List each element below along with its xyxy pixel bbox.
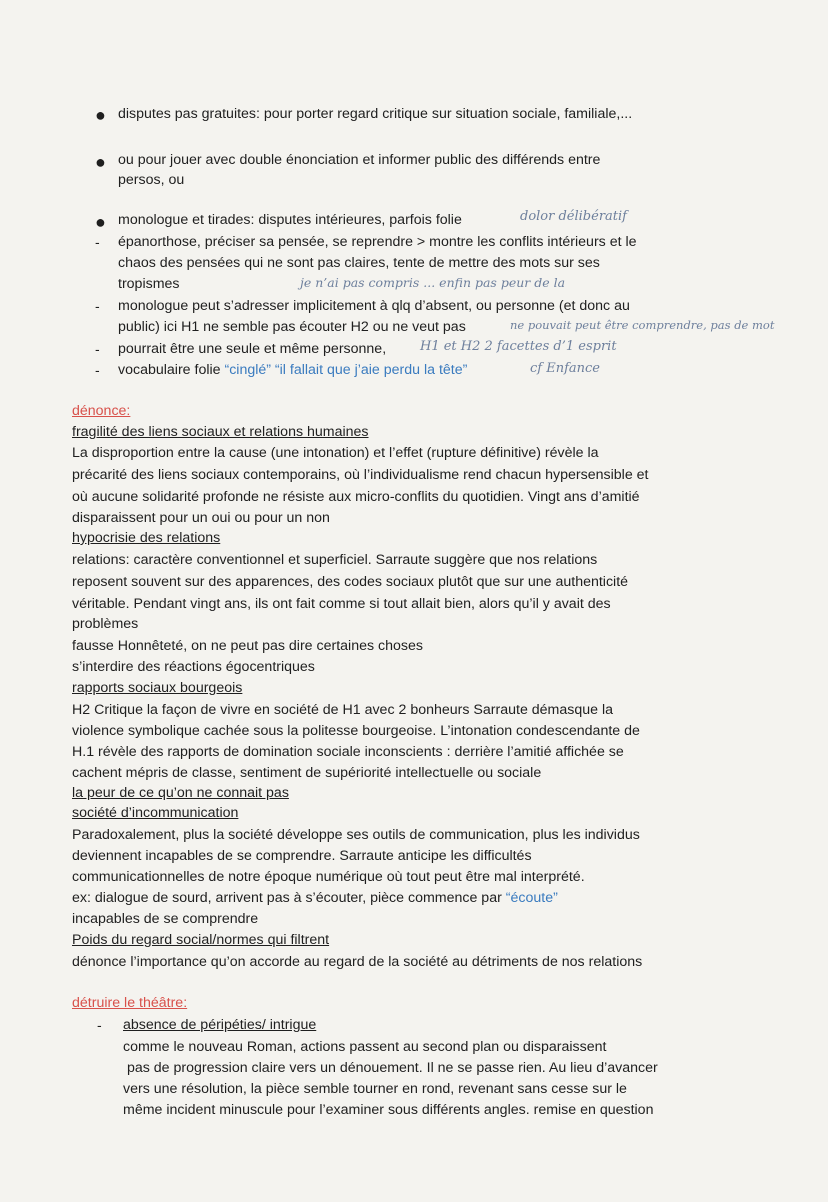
handwritten-note: cf Enfance (530, 361, 600, 376)
text: ex: dialogue de sourd, arrivent pas à s’écouter, pièce commence par (72, 890, 506, 906)
bullet-text: persos, ou (118, 172, 185, 188)
subheading: rapports sociaux bourgeois (72, 680, 243, 696)
dash-text: pourrait être une seule et même personne, (118, 341, 387, 357)
bullet-dot: ● (95, 105, 106, 125)
paragraph-line: H2 Critique la façon de vivre en société de H1 avec 2 bonheurs Sarraute démasque la (72, 702, 614, 718)
paragraph-line: violence symbolique cachée sous la politesse bourgeoise. L’intonation condescendante de (72, 723, 640, 739)
text: vocabulaire folie (118, 362, 225, 378)
paragraph-line: véritable. Pendant vingt ans, ils ont fait comme si tout allait bien, alors qu’il y avait des (72, 596, 611, 612)
paragraph-line: H.1 révèle des rapports de domination sociale inconscients : derrière l’amitié affichée se (72, 744, 624, 760)
paragraph-line: relations: caractère conventionnel et superficiel. Sarraute suggère que nos relations (72, 552, 598, 568)
bullet-text: disputes pas gratuites: pour porter regard critique sur situation sociale, familiale,... (118, 106, 633, 122)
paragraph-line: reposent souvent sur des apparences, des codes sociaux plutôt que sur une authenticité (72, 574, 629, 590)
dash-text: chaos des pensées qui ne sont pas claires, tente de mettre des mots sur ses (118, 255, 600, 271)
paragraph-line: dénonce l’importance qu’on accorde au regard de la société au détriments de nos relations (72, 954, 643, 970)
paragraph-line: comme le nouveau Roman, actions passent au second plan ou disparaissent (123, 1039, 607, 1055)
handwritten-note: je n’ai pas compris ... enfin pas peur de la (300, 275, 566, 290)
subheading: fragilité des liens sociaux et relations humaines (72, 424, 369, 440)
paragraph-line: Paradoxalement, plus la société développe ses outils de communication, plus les individus (72, 827, 640, 843)
quote: “cinglé” “il fallait que j’aie perdu la tête” (224, 362, 468, 378)
dash-marker: - (95, 341, 100, 357)
bullet-dot: ● (95, 212, 106, 232)
dash-marker: - (95, 234, 100, 250)
paragraph-line: disparaissent pour un oui ou pour un non (72, 510, 330, 526)
bullet-text: ou pour jouer avec double énonciation et informer public des différends entre (118, 152, 601, 168)
paragraph-line: où aucune solidarité profonde ne résiste aux micro-conflits du quotidien. Vingt ans d’amitié (72, 489, 640, 505)
subheading: Poids du regard social/normes qui filtrent (72, 932, 330, 948)
paragraph-line: précarité des liens sociaux contemporains, où l’individualisme rend chacun hypersensible et (72, 467, 649, 483)
quote: “écoute” (505, 890, 558, 906)
dash-text: tropismes (118, 276, 180, 292)
paragraph-line: pas de progression claire vers un dénouement. Il ne se passe rien. Au lieu d’avancer (123, 1060, 658, 1076)
paragraph-line: fausse Honnêteté, on ne peut pas dire certaines choses (72, 638, 423, 654)
paragraph-line: problèmes (72, 616, 139, 632)
paragraph-line: La disproportion entre la cause (une intonation) et l’effet (rupture définitive) révèle la (72, 445, 599, 461)
paragraph-line: communicationnelles de notre époque numérique où tout peut être mal interprété. (72, 869, 585, 885)
dash-text (118, 360, 467, 380)
paragraph-line: deviennent incapables de se comprendre. Sarraute anticipe les difficultés (72, 848, 532, 864)
dash-marker: - (95, 298, 100, 314)
subheading: la peur de ce qu’on ne connait pas (72, 785, 289, 801)
subheading: absence de péripéties/ intrigue (123, 1017, 317, 1033)
handwritten-note: dolor délibératif (520, 209, 627, 224)
dash-marker: - (97, 1017, 102, 1033)
paragraph-line: incapables de se comprendre (72, 911, 259, 927)
paragraph-line: s’interdire des réactions égocentriques (72, 659, 315, 675)
paragraph-line: cachent mépris de classe, sentiment de supériorité intellectuelle ou sociale (72, 765, 542, 781)
paragraph-line (72, 888, 558, 908)
paragraph-line: même incident minuscule pour l’examiner sous différents angles. remise en question (123, 1102, 654, 1118)
bullet-dot: ● (95, 152, 106, 172)
dash-text: public) ici H1 ne semble pas écouter H2 ou ne veut pas (118, 319, 466, 335)
bullet-text: monologue et tirades: disputes intérieures, parfois folie (118, 212, 462, 228)
subheading: société d’incommunication (72, 805, 239, 821)
paragraph-line: vers une résolution, la pièce semble tourner en rond, revenant sans cesse sur le (123, 1081, 627, 1097)
handwritten-note: ne pouvait peut être comprendre, pas de mot (510, 318, 775, 332)
section-heading: dénonce: (72, 403, 131, 419)
handwritten-note: H1 et H2 2 facettes d’1 esprit (420, 339, 617, 354)
dash-text: monologue peut s’adresser implicitement à qlq d’absent, ou personne (et donc au (118, 298, 630, 314)
subheading: hypocrisie des relations (72, 530, 221, 546)
section-heading: détruire le théâtre: (72, 995, 188, 1011)
dash-marker: - (95, 362, 100, 378)
dash-text: épanorthose, préciser sa pensée, se reprendre > montre les conflits intérieurs et le (118, 234, 637, 250)
